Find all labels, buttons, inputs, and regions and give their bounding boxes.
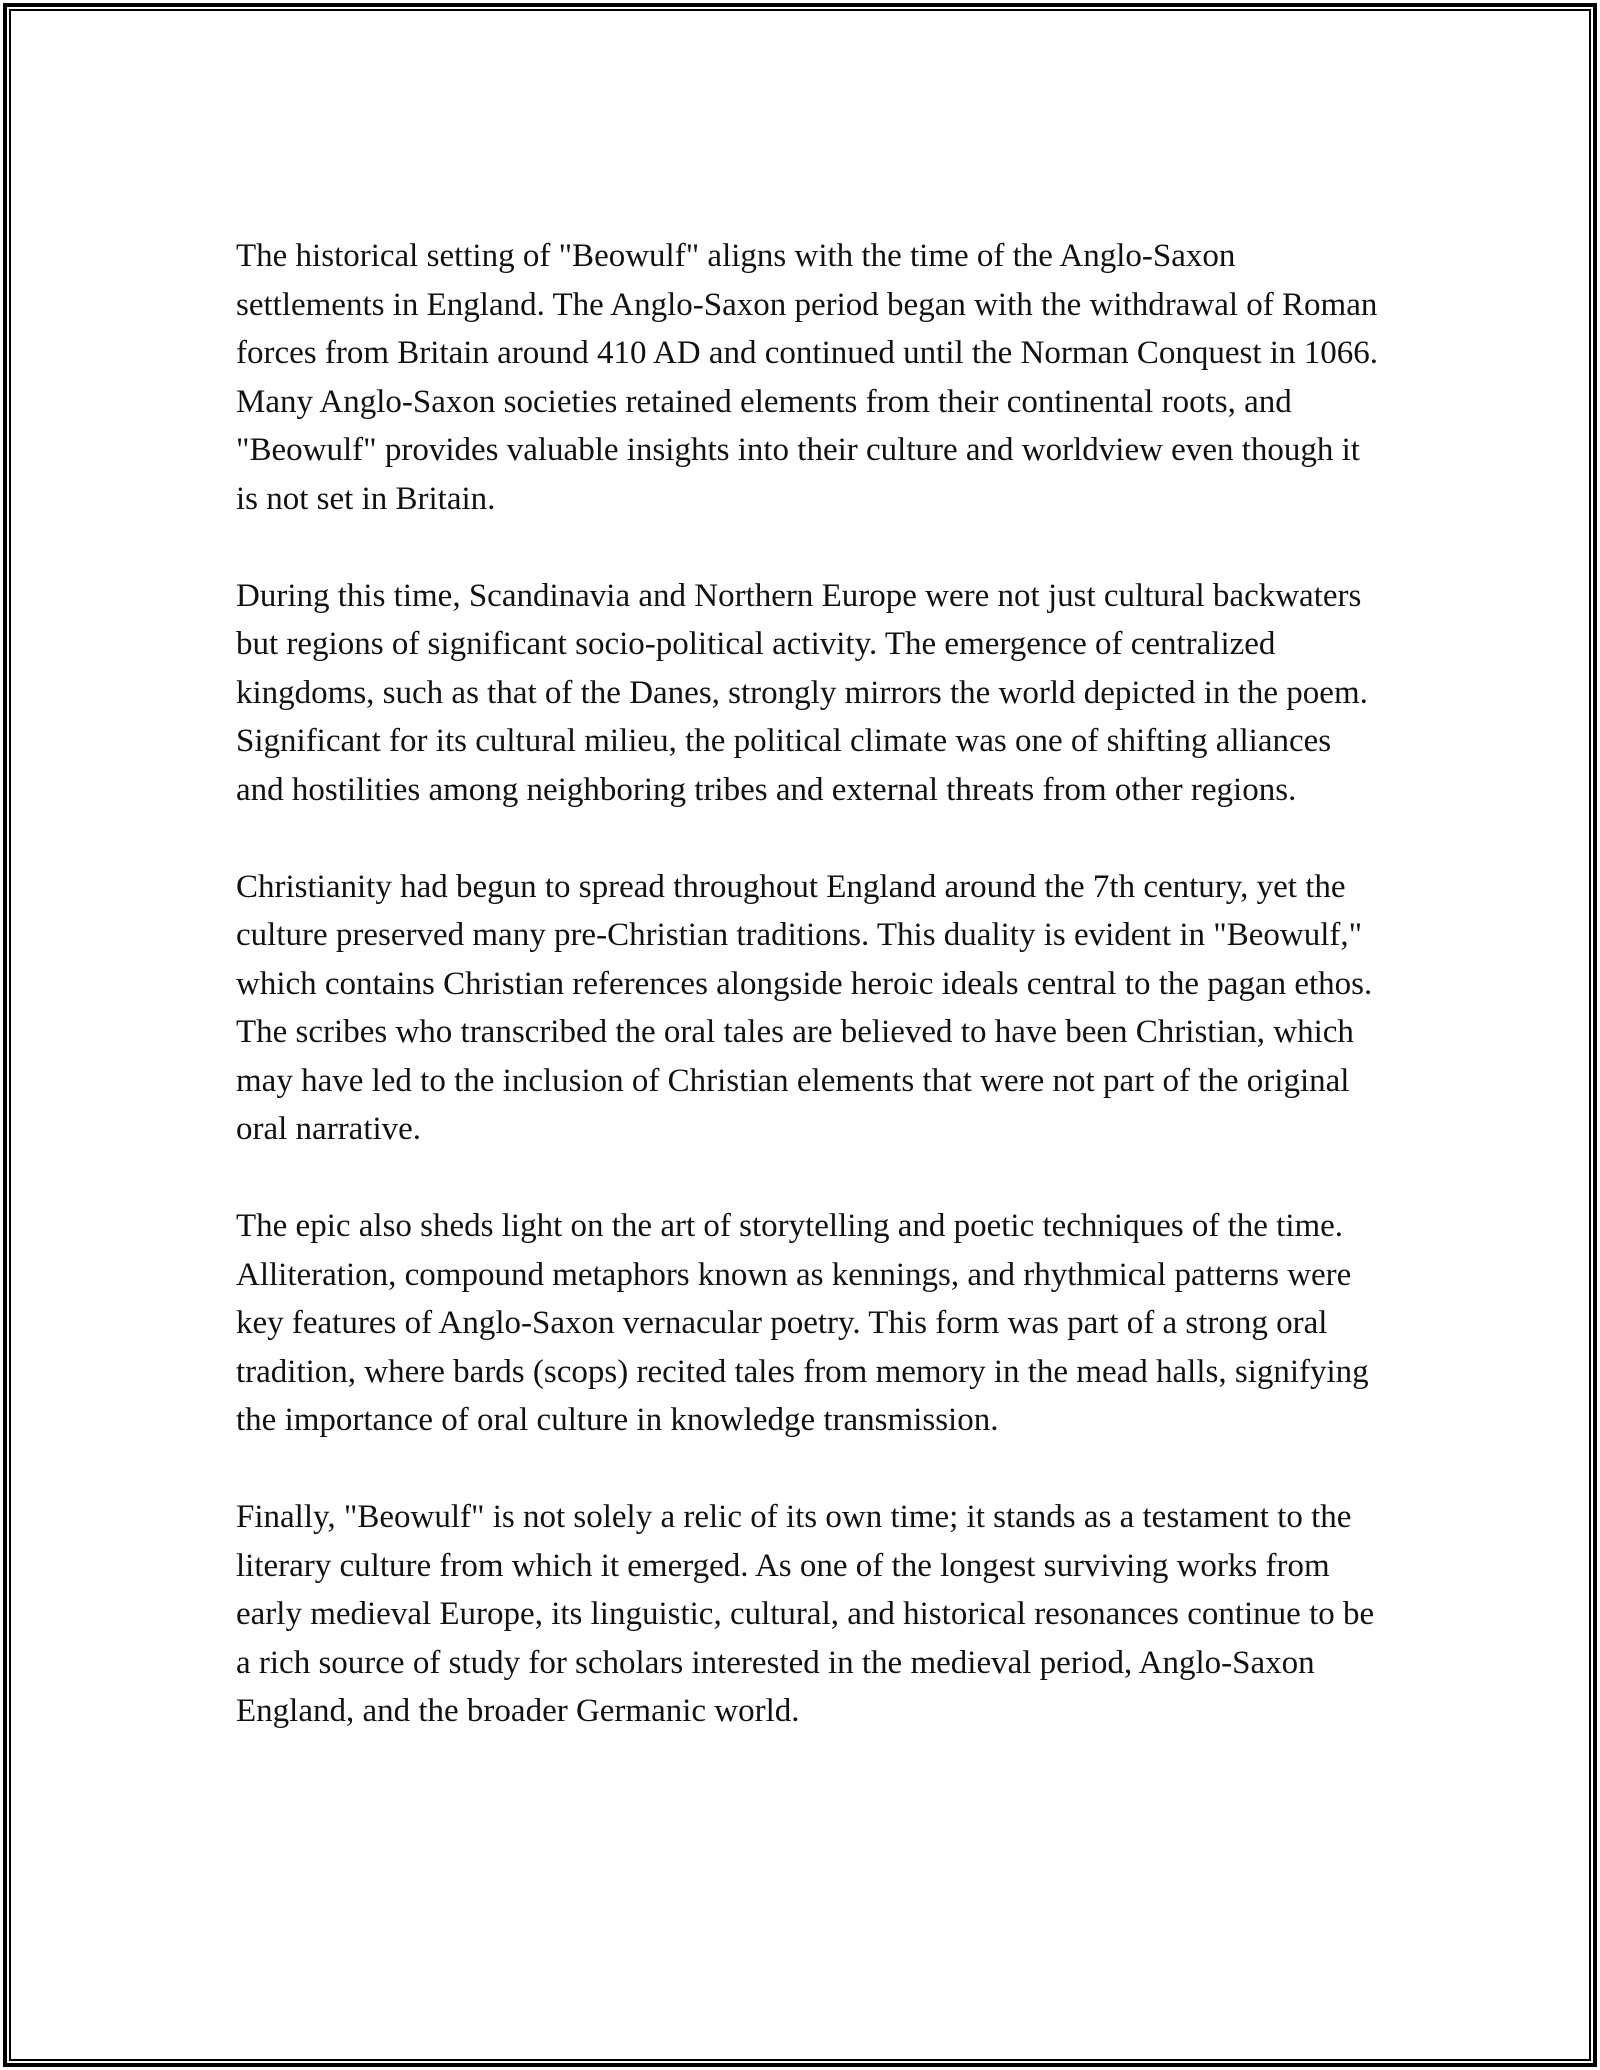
- paragraph-historical-setting: The historical setting of "Beowulf" aligns with the time of the Anglo-Saxon settlements in England. The Anglo-Saxon period began with the withdrawal of Roman forces from Britain around 410 AD and continued until the Norman Conquest in 1066. Many Anglo-Saxon societies retained elements from their continental roots, and "Beowulf" provides valuable insights into their culture and worldview even though it is not set in Britain.: [236, 238, 1378, 517]
- paragraph-storytelling: The epic also sheds light on the art of storytelling and poetic techniques of the time. Alliteration, compound metaphors known as kennings, and rhythmical patterns were key features of Anglo-Saxon vernacular poetry. This form was part of a strong oral tradition, where bards (scops) recited tales from memory in the mead halls, signifying the importance of oral culture in knowledge transmission.: [236, 1208, 1369, 1438]
- paragraph-conclusion: Finally, "Beowulf" is not solely a relic of its own time; it stands as a testament to the literary culture from which it emerged. As one of the longest surviving works from early medieval Europe, its linguistic, cultural, and historical resonances continue to be a rich source of study for scholars interested in the medieval period, Anglo-Saxon England, and the broader Germanic world.: [236, 1499, 1375, 1729]
- paragraph-scandinavia: During this time, Scandinavia and Northern Europe were not just cultural backwaters but regions of significant socio-political activity. The emergence of centralized kingdoms, such as that of the Danes, strongly mirrors the world depicted in the poem. Significant for its cultural milieu, the political climate was one of shifting alliances and hostilities among neighboring tribes and external threats from other regions.: [236, 577, 1368, 808]
- paragraph-christianity: Christianity had begun to spread throughout England around the 7th century, yet the culture preserved many pre-Christian traditions. This duality is evident in "Beowulf," which contains Christian references alongside heroic ideals central to the pagan ethos. The scribes who transcribed the oral tales are believed to have been Christian, which may have led to the inclusion of Christian elements that were not part of the original oral narrative.: [236, 868, 1373, 1147]
- document-body: [236, 232, 1386, 1736]
